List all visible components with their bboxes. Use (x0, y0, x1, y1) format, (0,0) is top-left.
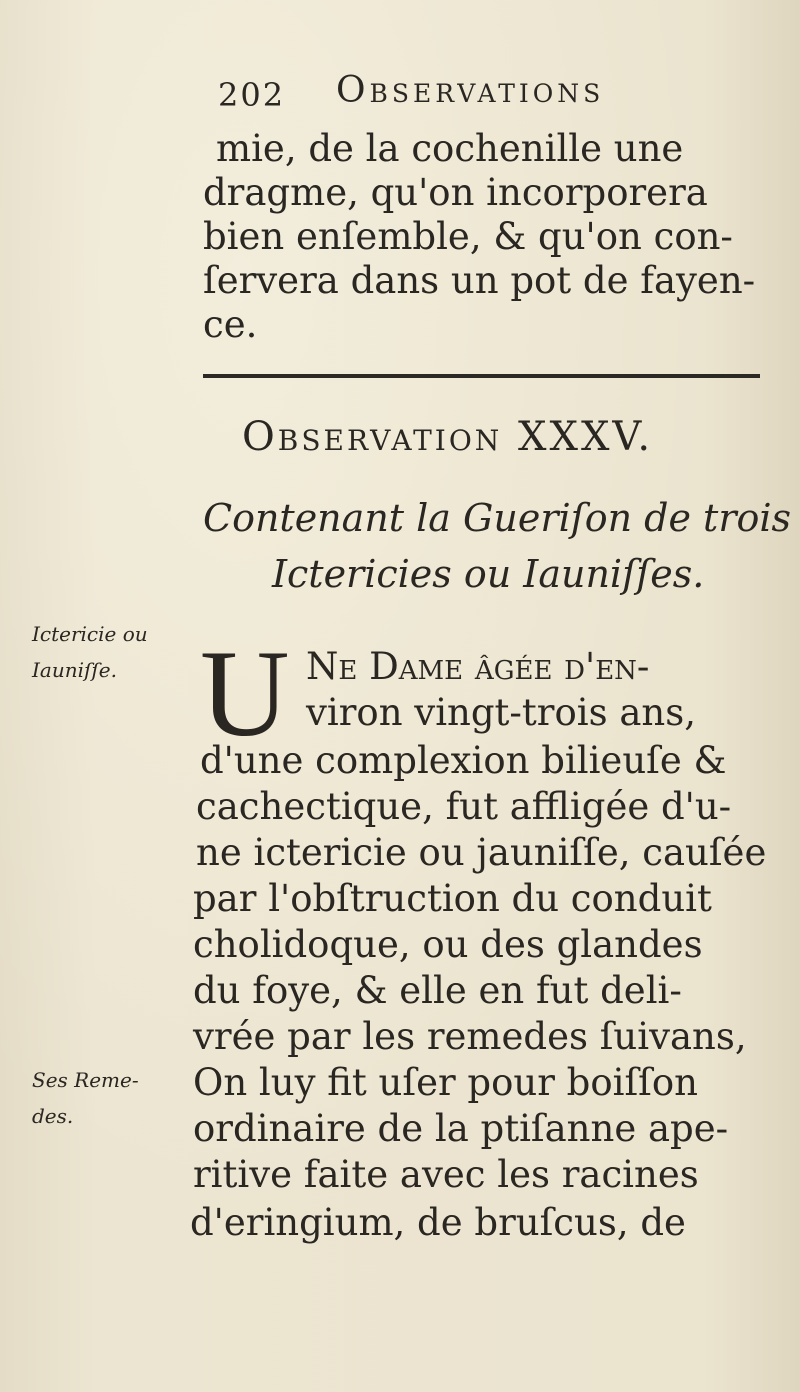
text-line: cholidoque, ou des glandes (193, 923, 703, 966)
text-line: ce. (203, 303, 258, 346)
running-title: Observations (336, 70, 605, 111)
text-line: Ne Dame âgée d'en- (306, 645, 650, 688)
text-line: vrée par les remedes ſuivans, (193, 1015, 747, 1058)
section-divider (203, 374, 760, 378)
text-line: ritive faite avec les racines (193, 1153, 699, 1196)
text-line: viron vingt-trois ans, (306, 691, 696, 734)
margin-note-line: Ses Reme- (32, 1068, 139, 1092)
drop-cap: U (200, 625, 290, 762)
page-header (218, 70, 758, 118)
margin-note-line: Iauniſſe. (32, 658, 117, 682)
page-number: 202 (218, 76, 286, 114)
text-line: par l'obſtruction du conduit (193, 877, 712, 920)
text-line: d'eringium, de bruſcus, de (190, 1201, 686, 1244)
text-line: mie, de la cochenille une (216, 127, 684, 170)
text-line: On luy fit uſer pour boiſſon (193, 1061, 698, 1104)
text-line: ne ictericie ou jauniſſe, cauſée (196, 831, 767, 874)
subtitle-line: Ictericies ou Iauniſſes. (272, 552, 705, 596)
margin-note-line: Ictericie ou (32, 622, 148, 646)
observation-title: Observation XXXV. (242, 414, 654, 460)
text-line: du foye, & elle en fut deli- (193, 969, 682, 1012)
text-line: bien enſemble, & qu'on con- (203, 215, 733, 258)
text-line: cachectique, fut affligée d'u- (196, 785, 732, 828)
subtitle-line: Contenant la Gueriſon de trois (203, 496, 792, 540)
margin-note-line: des. (32, 1104, 74, 1128)
text-line: ordinaire de la ptiſanne ape- (193, 1107, 729, 1150)
text-line: d'une complexion bilieuſe & (200, 739, 727, 782)
text-line: ſervera dans un pot de fayen- (203, 259, 756, 302)
text-line: dragme, qu'on incorporera (203, 171, 708, 214)
